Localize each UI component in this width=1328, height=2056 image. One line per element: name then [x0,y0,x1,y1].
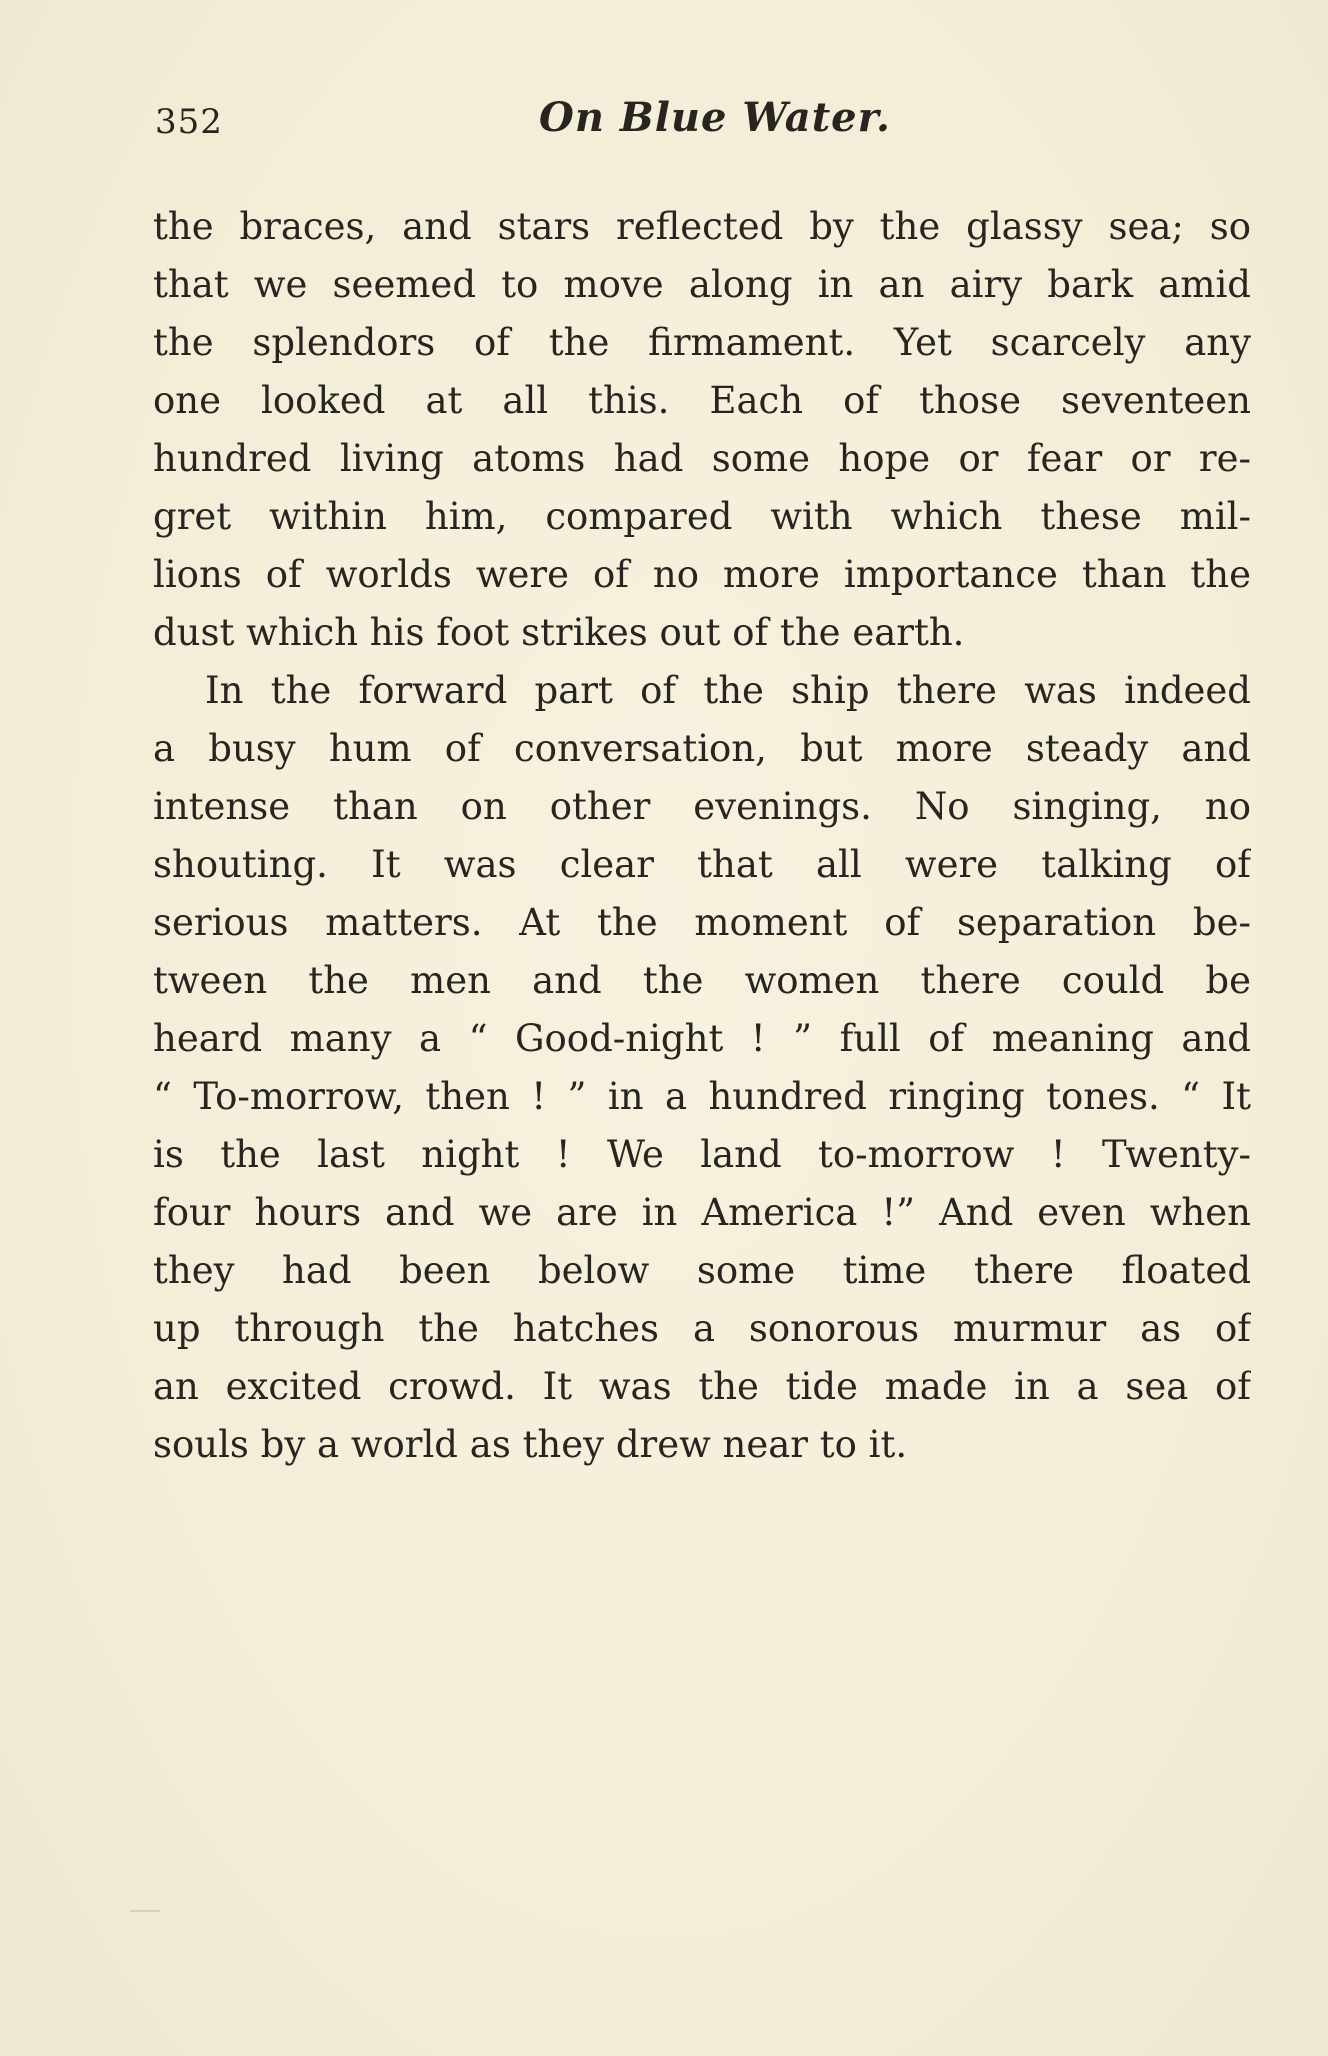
text-line: lions of worlds were of no more importance than the [153,553,1251,596]
text-line: souls by a world as they drew near to it. [153,1423,908,1466]
paper-mark [130,1910,160,1912]
text-line: is the last night ! We land to-morrow ! Twenty- [153,1133,1251,1176]
text-line: four hours and we are in America !” And even when [153,1191,1251,1234]
text-line: that we seemed to move along in an airy bark amid [153,263,1251,306]
text-line: heard many a “ Good-night ! ” full of meaning and [153,1017,1251,1060]
text-line: up through the hatches a sonorous murmur as of [153,1307,1251,1350]
text-line: tween the men and the women there could be [153,959,1251,1002]
text-line: an excited crowd. It was the tide made in a sea of [153,1365,1251,1408]
text-line: “ To-morrow, then ! ” in a hundred ringing tones. “ It [153,1075,1251,1118]
body-text [153,198,1251,1474]
page-header [155,92,1235,152]
text-line: In the forward part of the ship there was indeed [205,669,1251,712]
text-line: one looked at all this. Each of those seventeen [153,379,1251,422]
text-line: serious matters. At the moment of separation be- [153,901,1251,944]
text-line: they had been below some time there floated [153,1249,1251,1292]
text-line: intense than on other evenings. No singing, no [153,785,1251,828]
text-line: a busy hum of conversation, but more steady and [153,727,1251,770]
text-line: the splendors of the firmament. Yet scarcely any [153,321,1251,364]
page-number: 352 [155,102,223,142]
text-line: the braces, and stars reflected by the glassy sea; so [153,205,1251,248]
text-line: shouting. It was clear that all were talking of [153,843,1251,886]
text-line: dust which his foot strikes out of the earth. [153,611,965,654]
running-title: On Blue Water. [539,94,891,141]
text-line: hundred living atoms had some hope or fear or re- [153,437,1251,480]
text-line: gret within him, compared with which these mil- [153,495,1251,538]
